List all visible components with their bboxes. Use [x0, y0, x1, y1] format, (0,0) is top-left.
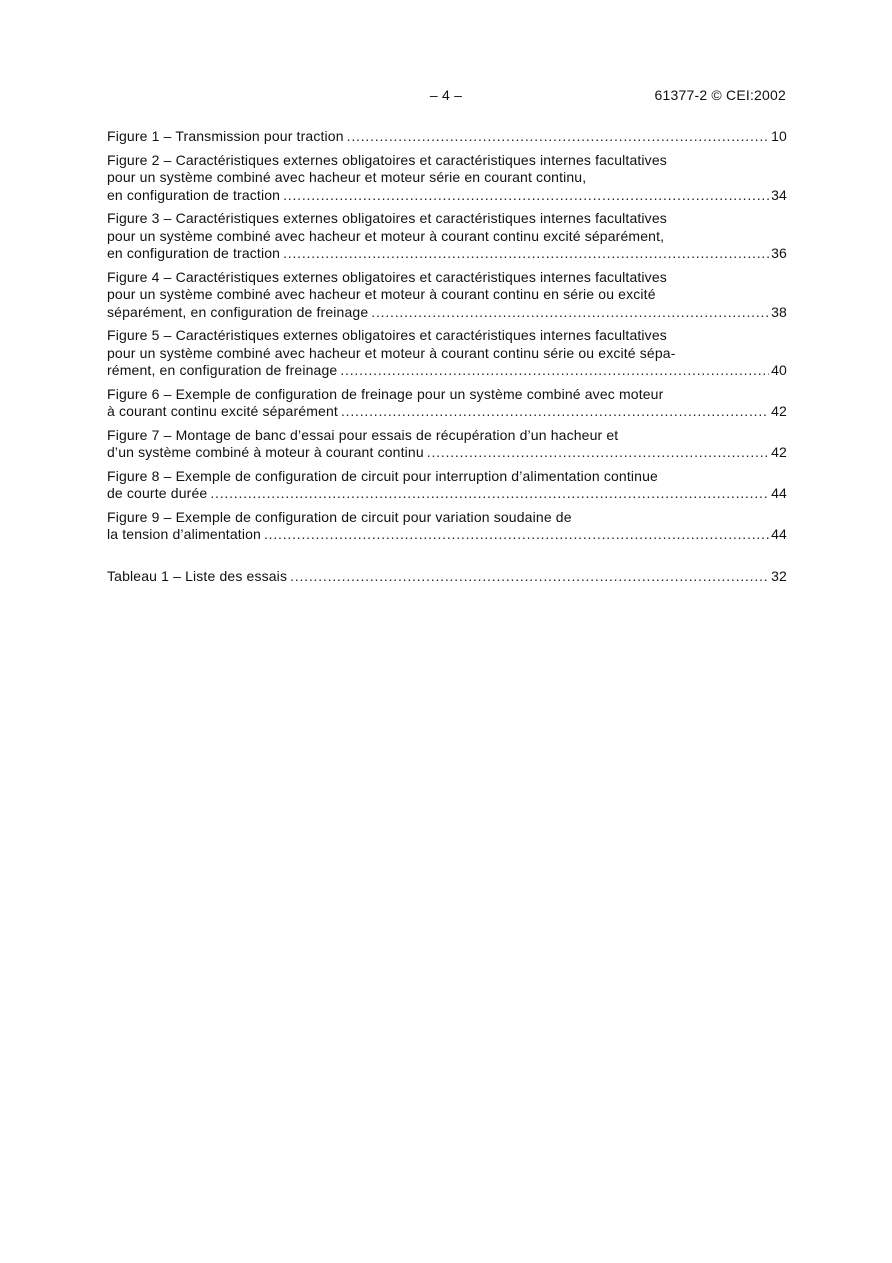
dot-leader [210, 485, 769, 503]
document-reference: 61377-2 © CEI:2002 [654, 87, 786, 103]
table-entry[interactable] [107, 568, 787, 586]
figure-entry[interactable] [107, 269, 787, 322]
figure-caption-line: Figure 4 – Caractéristiques externes obligatoires et caractéristiques internes facultatives [107, 268, 667, 285]
figure-caption-line: Figure 6 – Exemple de configuration de freinage pour un système combiné avec moteur [107, 385, 664, 402]
figure-caption-last-line [107, 362, 787, 380]
figure-caption-line: d’un système combiné à moteur à courant continu [107, 444, 424, 460]
figure-page-number: 42 [771, 403, 787, 419]
figure-page-number: 36 [771, 245, 787, 261]
tables-list [107, 568, 787, 586]
section-spacer [107, 550, 787, 568]
figure-caption-last-line [107, 128, 787, 146]
figures-list [107, 128, 787, 544]
figure-page-number: 40 [771, 362, 787, 378]
figure-page-number: 42 [771, 444, 787, 460]
dot-leader [347, 128, 769, 146]
figure-caption-line: Figure 5 – Caractéristiques externes obligatoires et caractéristiques internes facultatives [107, 327, 667, 343]
figure-caption-line: à courant continu excité séparément [107, 403, 338, 419]
table-caption-last-line [107, 568, 787, 586]
dot-leader [371, 304, 769, 322]
figure-entry[interactable] [107, 427, 787, 462]
figure-caption-last-line [107, 245, 787, 263]
figure-caption-last-line [107, 485, 787, 503]
figure-entry[interactable] [107, 152, 787, 205]
figure-caption-line: Figure 3 – Caractéristiques externes obligatoires et caractéristiques internes facultatives [107, 210, 667, 226]
figure-caption-line: Figure 2 – Caractéristiques externes obligatoires et caractéristiques internes facultatives [107, 151, 667, 168]
figure-entry[interactable] [107, 210, 787, 263]
dot-leader [264, 526, 769, 544]
figure-entry[interactable] [107, 509, 787, 544]
figure-caption-last-line [107, 444, 787, 462]
figure-caption-last-line [107, 187, 787, 205]
figure-caption-line: Figure 8 – Exemple de configuration de circuit pour interruption d’alimentation continue [107, 467, 658, 484]
figure-caption-line: pour un système combiné avec hacheur et moteur série en courant continu, [107, 169, 587, 185]
figure-caption-line: pour un système combiné avec hacheur et moteur à courant continu en série ou excité [107, 286, 656, 302]
figure-caption-line: Figure 9 – Exemple de configuration de circuit pour variation soudaine de [107, 508, 572, 525]
dot-leader [427, 444, 769, 462]
figure-entry[interactable] [107, 128, 787, 146]
figure-page-number: 10 [771, 128, 787, 144]
dot-leader [283, 187, 769, 205]
dot-leader [340, 362, 769, 380]
figure-page-number: 44 [771, 526, 787, 542]
figure-entry[interactable] [107, 327, 787, 380]
figure-caption-line: pour un système combiné avec hacheur et moteur à courant continu série ou excité sépa- [107, 344, 676, 361]
figure-caption-line: séparément, en configuration de freinage [107, 303, 369, 320]
figure-page-number: 44 [771, 485, 787, 501]
figure-page-number: 34 [771, 186, 787, 203]
figure-caption-line: en configuration de traction [107, 245, 281, 261]
figure-caption-line: la tension d’alimentation [107, 526, 261, 542]
figure-caption-line: Figure 1 – Transmission pour traction [107, 128, 344, 144]
figure-caption-line: de courte durée [107, 485, 208, 501]
dot-leader [290, 568, 769, 586]
figure-entry[interactable] [107, 468, 787, 503]
figure-entry[interactable] [107, 386, 787, 421]
figure-caption-last-line [107, 526, 787, 544]
figure-caption-line: en configuration de traction [107, 186, 281, 203]
dot-leader [341, 403, 769, 421]
table-page-number: 32 [771, 567, 787, 584]
figure-caption-last-line [107, 304, 787, 322]
dot-leader [283, 245, 769, 263]
figure-page-number: 38 [771, 303, 787, 320]
page-number: – 4 – [429, 87, 463, 103]
figure-caption-line: rément, en configuration de freinage [107, 362, 338, 378]
table-caption-line: Tableau 1 – Liste des essais [107, 567, 288, 584]
figure-caption-line: Figure 7 – Montage de banc d’essai pour essais de récupération d’un hacheur et [107, 426, 619, 443]
figure-caption-last-line [107, 403, 787, 421]
figure-caption-line: pour un système combiné avec hacheur et moteur à courant continu excité séparément, [107, 227, 665, 244]
list-of-figures-and-tables [107, 128, 787, 591]
